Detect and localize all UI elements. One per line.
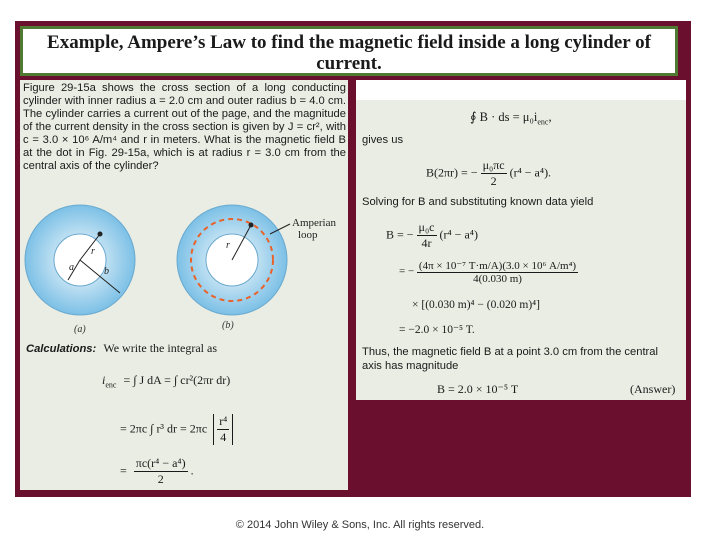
label-a: a <box>69 262 74 273</box>
label-r-a: r <box>91 246 95 257</box>
eq-b-1-lhs: B = − <box>386 227 414 242</box>
calc-eq-1-body: = ∫ J dA = ∫ cr²(2πr dr) <box>123 373 231 387</box>
ampere-law-sub: enc <box>537 117 549 127</box>
eq-b-2-den: 4(0.030 m) <box>473 273 522 285</box>
calc-eq-2-den: 4 <box>220 430 227 444</box>
label-r-b: r <box>226 240 230 251</box>
eq-b-2 <box>399 259 578 285</box>
figure-b <box>177 205 336 315</box>
eq-b-2pir-num: μ₀πc <box>482 158 505 172</box>
cylinder-figures <box>22 198 348 338</box>
amperian-label-1: Amperian <box>292 217 336 229</box>
copyright-footer: © 2014 John Wiley & Sons, Inc. All rights reserved. <box>235 519 485 531</box>
gives-us: gives us <box>362 134 404 146</box>
calculations-intro: We write the integral as <box>103 341 218 355</box>
calculations-heading <box>26 341 217 356</box>
calc-eq-3-den: 2 <box>157 472 164 486</box>
slide-title-text: Example, Ampere’s Law to find the magnetic field inside a long cylinder of current. <box>47 32 651 74</box>
figure-label-b: (b) <box>222 320 234 331</box>
calc-eq-2 <box>120 414 233 445</box>
eq-b-2-num: (4π × 10⁻⁷ T·m/A)(3.0 × 10⁶ A/m⁴) <box>418 260 577 272</box>
ampere-law-text: ∮ B · ds = μ₀i <box>470 110 538 124</box>
right-top-strip <box>356 80 686 100</box>
eq-b-2pir-lhs: B(2πr) = − <box>426 165 478 180</box>
eq-b-2pir-den: 2 <box>490 174 497 188</box>
eq-b-3: × [(0.030 m)⁴ − (0.020 m)⁴] <box>412 299 540 311</box>
thus-text-2: axis has magnitude <box>362 360 459 372</box>
eq-b-1 <box>386 220 478 251</box>
eq-b-2-lhs: = − <box>399 265 415 278</box>
answer-tag: (Answer) <box>630 382 676 396</box>
eq-b-1-tail: (r⁴ − a⁴) <box>439 227 478 242</box>
eq-b-4: = −2.0 × 10⁻⁵ T. <box>399 324 475 336</box>
calc-eq-1 <box>102 373 230 389</box>
calculations-heading-label: Calculations: <box>26 343 97 355</box>
figure-a <box>25 205 135 315</box>
i-enc-symbol: i <box>102 373 106 387</box>
figure-label-a: (a) <box>74 324 86 335</box>
thus-text-1: Thus, the magnetic field B at a point 3.0 cm from the central <box>362 346 658 358</box>
calc-eq-3-num: πc(r⁴ − a⁴) <box>135 456 186 470</box>
eq-b-2pir <box>426 158 551 189</box>
eq-b-1-den: 4r <box>421 236 432 250</box>
ampere-law: ∮ B · ds = $\mu_0i_{enc}$, <box>470 110 552 127</box>
calc-eq-2-lhs: = 2πc ∫ r³ dr = 2πc <box>120 421 208 436</box>
solving-text: Solving for B and substituting known data yield <box>362 196 594 208</box>
field-point-dot <box>98 232 103 237</box>
final-answer: B = 2.0 × 10⁻⁵ T <box>437 382 519 396</box>
label-b: b <box>104 266 109 277</box>
calc-eq-2-num: r⁴ <box>219 414 228 428</box>
i-enc-sub: enc <box>105 380 117 390</box>
eq-b-1-num: μ₀c <box>418 220 435 234</box>
slide-title <box>20 26 678 76</box>
eq-b-2pir-tail: (r⁴ − a⁴). <box>509 165 552 180</box>
amperian-label-2: loop <box>298 229 318 241</box>
problem-text: Figure 29-15a shows the cross section of a long conducting cylinder with inner radius a = 2.0 cm and outer radius b = 4.0 cm. The cylinder carries a current out of the page, and the magnitude of the current density in the cross section is given by J = cr², with c = 3.0 × 10⁶ A/m⁴ and r in meters. What is the magnetic field B at the dot in Fig. 29-15a, which is at radius r = 3.0 cm from the central axis of the cylinder? <box>23 82 346 172</box>
calc-eq-3: = $\frac{\text{πc(r⁴ − a⁴)}}{2}$ . <box>120 456 194 486</box>
